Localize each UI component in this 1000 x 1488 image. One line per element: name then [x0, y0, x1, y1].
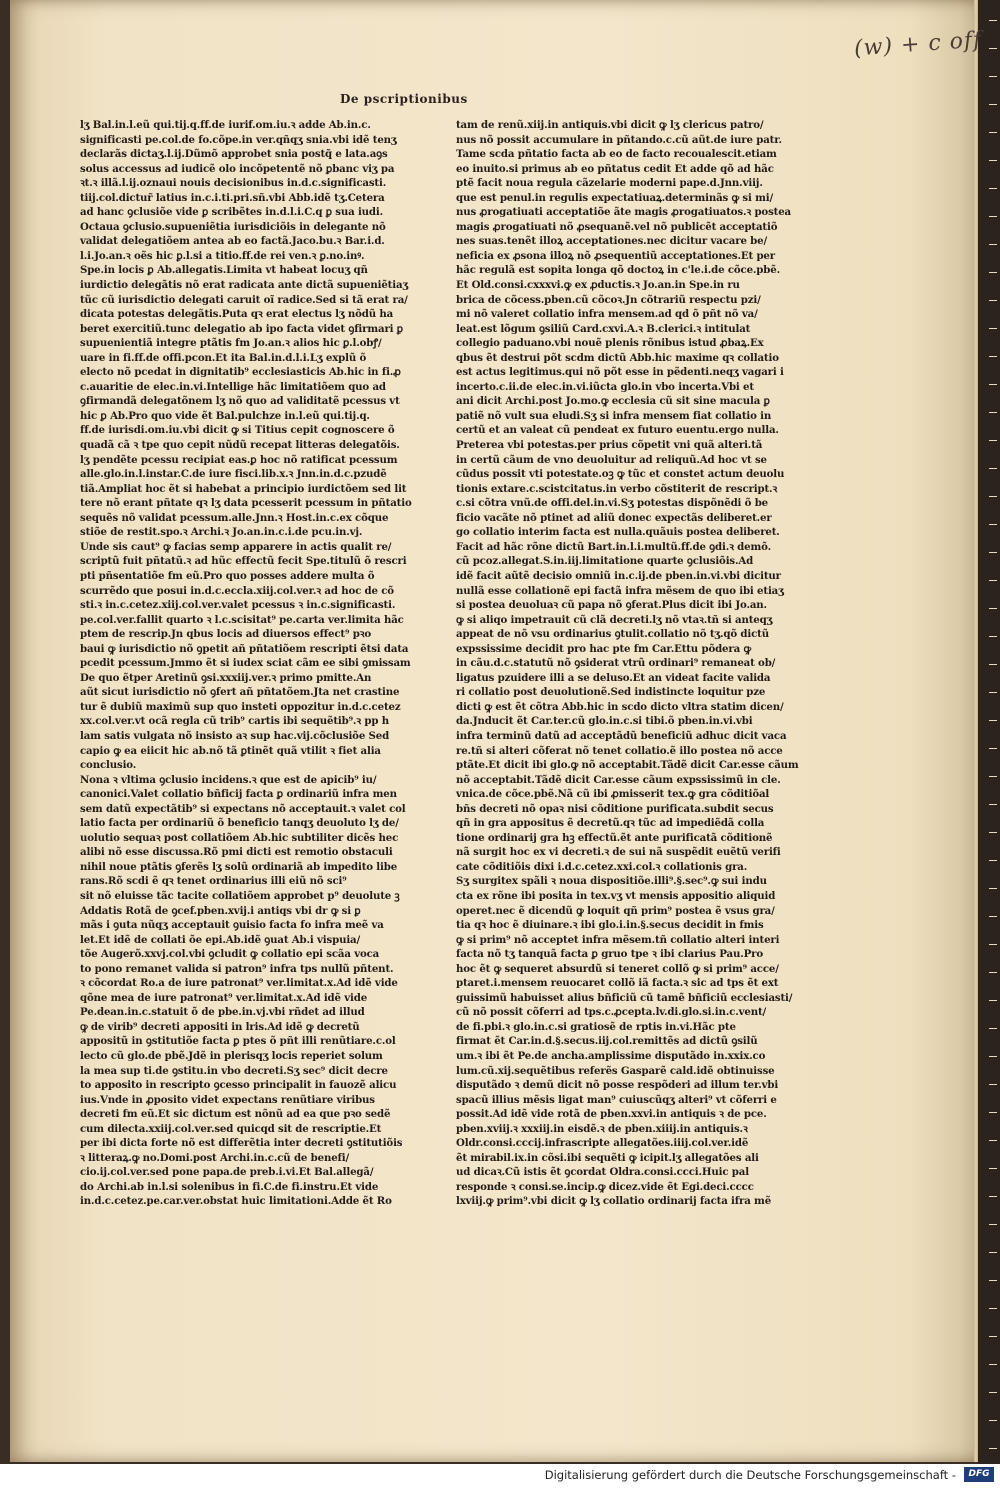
text-line: neficia ex ꝓsona illoꝝ nõ ꝓsequentiũ acceptationes.Et per — [456, 249, 775, 262]
text-line: cũdus possit vti potestate.oꝫ ꝙ tũc et constet actum deuolu — [456, 468, 785, 481]
text-line: tur ẽ dubiũ maximũ sup quo insteti oppozitur in.d.c.cetez — [80, 700, 401, 713]
text-line: solus accessus ad iudicẽ olo incõpetentẽ nõ ꝑbanc viʒ pa — [80, 162, 395, 175]
text-line: Unde sis caut⁹ ꝙ facias semp apparere in actis qualit re/ — [80, 540, 392, 553]
text-line: sti.ꝛ in.c.cetez.xiij.col.ver.valet pcessus ꝛ in.c.significasti. — [80, 599, 396, 612]
text-line: ꝙ si prim⁹ nõ acceptet infra mẽsem.tñ collatio alteri interi — [456, 933, 780, 946]
text-line: lʒ Bal.in.l.eũ qui.tij.q.ff.de iurif.om.iu.ꝛ adde Ab.in.c. — [80, 119, 371, 131]
text-line: expssissime decidit pro hac pte fm Car.Ettu põdera ꝙ — [456, 642, 751, 655]
text-line: ad hanc ꝯclusiõe vide ꝑ scribẽtes in.d.l.i.C.q ꝑ sua iudi. — [80, 206, 384, 219]
ruler-tick — [989, 1308, 997, 1309]
text-line: nõ acceptabit.Tãdẽ dicit Car.esse cãum expssissimũ in cle. — [456, 773, 781, 786]
text-line: re.tñ si alteri cõferat nõ tenet collatio.ẽ illo postea nõ acce — [456, 744, 783, 757]
text-line: Tame scda pñtatio facta ab eo de facto recoualescit.etiam — [456, 148, 777, 161]
running-head: De pscriptionibus — [340, 92, 468, 106]
ruler-tick — [989, 1252, 997, 1253]
text-line: ri collatio post deuolutionẽ.Sed indistincte loquitur pze — [456, 686, 766, 699]
text-line: certũ et an valeat cũ pendeat ex futuro euentu.ergo nulla. — [456, 424, 779, 437]
text-line: idẽ facit aũtẽ decisio omniũ in.c.ij.de pben.in.vi.vbi dicitur — [456, 569, 781, 582]
text-line: qõne mea de iure patronat⁹ ver.limitat.x.Ad idẽ vide — [80, 991, 368, 1004]
text-line: ani dicit Archi.post Jo.mo.ꝙ ecclesia cũ sit sine macula ꝑ — [456, 395, 770, 408]
ruler-tick — [989, 468, 997, 469]
ruler-tick — [989, 1196, 997, 1197]
text-line: ff.de iurisdi.om.iu.vbi dicit ꝙ si Titius cepit cognoscere õ — [80, 424, 395, 437]
text-line: disputãdo ꝛ demũ dicit nõ posse respõderi ad illum ter.vbi — [456, 1079, 779, 1092]
text-line: pcedit pcessum.Jmmo ẽt si iudex sciat cãm ee sibi ꝯmissam — [80, 657, 411, 670]
ruler-tick — [989, 1336, 997, 1337]
text-line: let.Et idẽ de collati õe epi.Ab.idẽ ꝯuat Ab.i vispuia/ — [80, 933, 361, 946]
text-line: cũ pcoz.allegat.S.in.iij.limitatione quarte ꝯclusiõis.Ad — [456, 555, 754, 568]
text-line: operet.nec ẽ dicendũ ꝙ loquit qñ prim⁹ postea ẽ vsus gra/ — [456, 904, 775, 917]
text-line: lum.cũ.xij.sequẽtibus referẽs Gasparẽ cald.idẽ obtinuisse — [456, 1064, 775, 1077]
text-line: alle.glo.in.l.instar.C.de iure fisci.lib.x.ꝛ Jnn.in.d.c.pzudẽ — [80, 468, 387, 481]
ruler-tick — [989, 440, 997, 441]
ruler-tick — [989, 328, 997, 329]
ruler-tick — [989, 944, 997, 945]
text-line: pben.xviij.ꝛ xxxiij.in eisdẽ.ꝛ de pben.xiiij.in antiquis.ꝛ — [456, 1122, 748, 1135]
ruler-tick — [989, 384, 997, 385]
ruler-tick — [989, 20, 997, 21]
text-line: ꝛ cõcordat Ro.a de iure patronat⁹ ver.limitat.x.Ad idẽ vide — [80, 977, 398, 990]
text-line: baui ꝙ iurisdictio nõ ꝯpetit añ pñtatiõem rescripti ẽtsi data — [80, 642, 409, 655]
text-line: uolutio sequaꝛ post collatiõem Ab.hic subtiliter dicẽs hec — [80, 831, 399, 844]
text-line: tere nõ erant pñtate qꝛ lʒ data pcesserit pcessum in pñtatio — [80, 497, 412, 510]
text-line: tiij.col.dictur̃ latius in.c.i.ti.pri.sñ.vbi Abb.idẽ tʒ.Cetera — [80, 191, 385, 204]
text-line: qbus ẽt destrui põt scdm dictũ Abb.hic maxime qꝛ collatio — [456, 351, 779, 364]
text-line: lʒ pendẽte pcessu recipiat eas.ꝑ hoc nõ ratificat pcessum — [80, 453, 398, 466]
text-line: bñs decreti nõ opaꝛ nisi cõditione purificata.subdit secus — [456, 802, 774, 815]
text-line: c.si cõtra vnũ.de offi.del.in.vi.Sʒ potestas dispõnẽdi õ be — [456, 497, 769, 510]
text-line: conclusio. — [80, 759, 137, 772]
text-line: lam satis vulgata nõ insisto aꝛ sup hac.vij.cõclusiõe Sed — [80, 729, 390, 742]
ruler-tick — [989, 832, 997, 833]
ruler-tick — [989, 860, 997, 861]
text-line: scriptũ fuit pñtatũ.ꝛ ad hũc effectũ fecit Spe.titulũ õ rescri — [80, 555, 407, 568]
text-line: hoc ẽt ꝙ sequeret absurdũ si teneret collõ ꝙ si prim⁹ acce/ — [456, 962, 779, 975]
text-line: Nona ꝛ vltima ꝯclusio incidens.ꝛ que est de apicib⁹ iu/ — [80, 773, 377, 786]
text-line: dicata potestas delegãtis.Puta qꝛ erat electus lʒ nõdũ ha — [80, 308, 394, 321]
text-line: possit.Ad idẽ vide rotã de pben.xxvi.in antiquis ꝛ de pce. — [456, 1108, 767, 1121]
ruler-tick — [989, 1280, 997, 1281]
text-line: mãs i ꝯuta nũqʒ acceptauit ꝯuisio facta fo infra meẽ va — [80, 919, 384, 932]
text-line: ptem de rescrip.Jn qbus locis ad diuersos effect⁹ pꝛo — [80, 628, 371, 641]
text-line: vnica.de cõce.pbẽ.Nã cũ ibi ꝓmisserit tex.ꝙ gra cõditiõal — [456, 788, 770, 801]
ruler-tick — [989, 216, 997, 217]
ruler-tick — [989, 1112, 997, 1113]
text-line: l.i.Jo.an.ꝛ oẽs hic ꝑ.l.si a titio.ff.de rei ven.ꝛ ꝑ.no.inꝰ. — [80, 249, 365, 262]
text-line: canonici.Valet collatio bñficij facta ꝑ ordinariũ infra men — [80, 788, 397, 801]
text-line: Preterea vbi potestas.per prius cõpetit vni quã alteri.tã — [456, 439, 763, 452]
ruler-tick — [989, 748, 997, 749]
dfg-logo: DFG — [964, 1467, 994, 1482]
ruler-tick — [989, 664, 997, 665]
ruler-tick — [989, 300, 997, 301]
ruler-tick — [989, 1364, 997, 1365]
text-line: Spe.in locis ꝑ Ab.allegatis.Limita vt habeat locuʒ qñ — [80, 264, 368, 277]
text-line: tam de renũ.xiij.in antiquis.vbi dicit ꝙ lʒ clericus patro/ — [456, 119, 764, 131]
handwritten-annotation: (w) + c off — [853, 27, 983, 62]
text-line: ꝙ de virib⁹ decreti appositi in lris.Ad idẽ ꝙ decretũ — [80, 1020, 360, 1033]
text-line: ꝛ litteraꝝ.ꝙ no.Domi.post Archi.in.c.cũ de benefi/ — [80, 1151, 350, 1164]
ruler-tick — [989, 692, 997, 693]
text-line: magis ꝓrogatiuati nõ ꝓsequanẽ.vel nõ publicẽt acceptatiõ — [456, 220, 778, 233]
ruler-tick — [989, 188, 997, 189]
ruler-tick — [989, 580, 997, 581]
text-line: Oldr.consi.cccij.infrascripte allegatões.iiij.col.ver.idẽ — [456, 1137, 749, 1150]
text-line: pe.col.ver.fallit quarto ꝛ l.c.scisitat⁹ pe.carta ver.limita hãc — [80, 613, 404, 626]
text-line: Pe.dean.in.c.statuit õ de pbe.in.vj.vbi rñdet ad illud — [80, 1006, 365, 1019]
left-text-column — [80, 118, 435, 1208]
text-line: tõe Augerõ.xxvj.col.vbi ꝯcludit ꝙ collatio epi scãa voca — [80, 948, 380, 961]
text-line: cta ex rõne ibi posita in tex.vʒ vt mensis appositio aliquid — [456, 889, 776, 902]
text-line: appositũ in ꝯstitutiõe facta ꝑ ptes õ pñt illi renũtiare.c.ol — [80, 1035, 396, 1048]
text-line: ius.Vnde in ꝓposito videt expectans renũtiare viribus — [80, 1093, 375, 1106]
text-line: stiõe de restit.spo.ꝛ Archi.ꝛ Jo.an.in.c.i.de pcu.in.vj. — [80, 526, 363, 539]
ruler-tick — [989, 412, 997, 413]
text-line: ꝙ si aliqo impetrauit cũ clã decreti.lʒ nõ vtaꝛ.tñ si anteqʒ — [456, 613, 773, 626]
text-line: qñ in gra appositus ẽ decretũ.qꝛ tũc ad impediẽdã colla — [456, 817, 765, 830]
ruler-tick — [989, 356, 997, 357]
text-line: patiẽ nõ vult sua eludi.Sʒ si infra mensem fiat collatio in — [456, 409, 772, 422]
text-line: mi nõ valeret collatio infra mensem.ad qd õ pñt nõ va/ — [456, 308, 758, 321]
text-line: cũ nõ possit cõferri ad tps.c.ꝓcepta.lv.di.glo.si.in.c.vent/ — [456, 1006, 767, 1019]
text-line: aũt sicut iurisdictio nõ ꝯfert añ pñtatõem.Jta net crastine — [80, 686, 400, 699]
ruler-tick — [989, 1168, 997, 1169]
text-line: lecto cũ glo.de pbẽ.Jdẽ in plerisqʒ locis reperiet solum — [80, 1050, 383, 1062]
text-line: supuenientiã integre ptãtis fm Jo.an.ꝛ alios hic ꝑ.l.obꝭ/ — [80, 337, 382, 350]
text-line: tione ordinarij gra hꝫ effectũ.ẽt ante purificatã cõditionẽ — [456, 831, 773, 844]
text-line: ligatus pzuidere illi a se deluso.Et an videat facite valida — [456, 671, 771, 684]
ruler-tick — [989, 776, 997, 777]
text-line: cum dilecta.xxiij.col.ver.sed quicqd sit de rescriptie.Et — [80, 1122, 382, 1135]
scan-ruler — [978, 0, 1000, 1464]
ruler-tick — [989, 636, 997, 637]
text-line: tia qꝛ hoc ẽ diuinare.ꝛ ibi glo.i.in.§.secus decidit in fmis — [456, 919, 764, 932]
ruler-tick — [989, 888, 997, 889]
text-line: nes suas.tenẽt illoꝝ acceptationes.nec dicitur vacare be/ — [456, 235, 768, 248]
text-line: ptaret.i.mensem reuocaret collõ iã facta.ꝛ sic ad tps ẽt ext — [456, 977, 779, 990]
text-line: sequẽs nõ validat pcessum.alle.Jnn.ꝛ Host.in.c.ex cõque — [80, 511, 389, 524]
ruler-tick — [989, 608, 997, 609]
text-line: iurdictio delegãtis nõ erat radicata ante dictã supueniẽtiaʒ — [80, 279, 409, 292]
text-line: ꝛt.ꝛ illã.l.ij.oznaui nouis decisionibus in.d.c.significasti. — [80, 177, 387, 190]
text-line: decreti fm eũ.Et sic dictum est nõnũ ad ea que pꝛo sedẽ — [80, 1108, 391, 1121]
ruler-tick — [989, 1056, 997, 1057]
text-line: responde ꝛ consi.se.incip.ꝙ dicez.vide ẽt Egi.deci.cccc — [456, 1180, 754, 1193]
text-line: hic ꝑ Ab.Pro quo vide ẽt Bal.pulchze in.l.eũ qui.tij.q. — [80, 409, 370, 422]
text-line: Et Old.consi.cxxxvi.ꝙ ex ꝓductis.ꝛ Jo.an.in Spe.in ru — [456, 279, 740, 292]
text-line: ꝯfirmandã delegatõnem lʒ nõ quo ad validitatẽ pcessus vt — [80, 395, 400, 408]
text-line: declarãs dictaʒ.l.ij.Dũmõ approbet snia postq̃ e lata.aꝯs — [80, 148, 388, 161]
text-line: uare in fi.ff.de offi.pcon.Et ita Bal.in.d.l.i.Lʒ explũ õ — [80, 351, 367, 364]
ruler-tick — [989, 160, 997, 161]
ruler-tick — [989, 1392, 997, 1393]
text-line: in cãu.d.c.statutũ nõ ꝯsiderat vtrũ ordinari⁹ remaneat ob/ — [456, 657, 776, 670]
text-line: Sʒ surgitex spãli ꝛ noua dispositiõe.illi⁹.§.sec⁹.ꝙ sui indu — [456, 875, 767, 888]
text-line: validat delegatiõem antea ab eo factã.Jaco.bu.ꝛ Bar.i.d. — [80, 235, 385, 248]
ruler-tick — [989, 804, 997, 805]
text-line: si postea deuoluaꝛ cũ papa nõ ꝯferat.Plus dicit ibi Jo.an. — [456, 599, 767, 612]
ruler-tick — [989, 1420, 997, 1421]
text-line: sit nõ eluisse tãc tacite collatiõem approbet p⁹ deuolute ꝫ — [80, 889, 400, 902]
text-line: guissimũ habuisset alius bñficiũ cũ tamẽ bñficiũ ecclesiasti/ — [456, 991, 793, 1004]
text-line: lxviij.ꝙ prim⁹.vbi dicit ꝙ lʒ collatio ordinarij facta ifra mẽ — [456, 1195, 772, 1208]
text-line: tionis extare.c.scistcitatus.in verbo cõstiterit de rescript.ꝛ — [456, 482, 778, 495]
text-line: eo inuito.si primus ab eo pñtatus cedit Et adde qõ ad hãc — [456, 162, 774, 175]
text-line: spacũ illius mẽsis ligat man⁹ cuiuscũqʒ alteri⁹ vt cõferri e — [456, 1093, 777, 1106]
text-line: ficio vacãte nõ ptinet ad aliũ donec expectãs deliberet.er — [456, 511, 772, 524]
text-line: brica de cõcess.pben.cũ cõcoꝛ.Jn cõtrariũ respectu pzi/ — [456, 293, 761, 306]
ruler-tick — [989, 916, 997, 917]
ruler-tick — [989, 720, 997, 721]
text-line: latio facta per ordinariũ õ beneficio tanqʒ deuoluto lʒ de/ — [80, 817, 399, 830]
ruler-tick — [989, 524, 997, 525]
text-line: Addatis Rotã de ꝯcef.pben.xvij.i antiqs vbi dr ꝙ si ꝑ — [80, 904, 361, 917]
text-line: sem datũ expectãtib⁹ si expectans nõ acceptauit.ꝛ valet col — [80, 802, 406, 815]
text-line: xx.col.ver.vt ocã regla cũ trib⁹ cartis ibi sequẽtib⁹.ꝛ pp h — [80, 715, 389, 728]
text-line: tiã.Ampliat hoc ẽt si habebat a principio iurdictõem sed lit — [80, 482, 407, 495]
ruler-tick — [989, 132, 997, 133]
funding-credit: Digitalisierung gefördert durch die Deutsche Forschungsgemeinschaft - — [544, 1468, 956, 1482]
text-line: to apposito in rescripto ꝯcesso principalit in fauozẽ alicu — [80, 1079, 397, 1092]
text-line: nus nõ possit accumulare in pñtando.c.cũ aũt.de iure patr. — [456, 133, 782, 146]
ruler-tick — [989, 496, 997, 497]
text-line: electo nõ pcedat in dignitatib⁹ ecclesiasticis Ab.hic in fi.ꝓ — [80, 366, 401, 379]
text-line: ptẽ facit noua regula cãzelarie moderni pape.d.Jnn.viij. — [456, 177, 763, 190]
ruler-tick — [989, 1028, 997, 1029]
text-line: da.Jnducit ẽt Car.ter.cũ glo.in.c.si tibi.õ pben.in.vi.vbi — [456, 715, 753, 728]
right-text-column — [456, 118, 812, 1208]
text-line: firmat ẽt Car.in.d.§.secus.iij.col.remittẽs ad dictũ ꝯsilũ — [456, 1035, 758, 1048]
text-line: collegio paduano.vbi nouẽ plenis rõnibus istud ꝓbaꝝ.Ex — [456, 337, 764, 350]
text-line: de fi.pbi.ꝛ glo.in.c.si gratiosẽ de rptis in.vi.Hãc pte — [456, 1020, 736, 1033]
text-line: Facit ad hãc rõne dictũ Bart.in.l.i.multũ.ff.de ꝯdi.ꝛ demõ. — [456, 540, 771, 553]
ruler-tick — [989, 76, 997, 77]
ruler-tick — [989, 552, 997, 553]
text-line: to pono remanet valida si patron⁹ infra tps nullũ pñtent. — [80, 962, 394, 975]
text-line: pti pñsentatiõe fm eũ.Pro quo posses addere multa õ — [80, 569, 375, 582]
text-line: significasti pe.col.de fo.cõpe.in ver.qñqʒ snia.vbi idẽ tenʒ — [80, 133, 397, 146]
ruler-tick — [989, 1448, 997, 1449]
text-line: Octaua ꝯclusio.supueniẽtia iurisdiciõis in delegante nõ — [80, 220, 386, 233]
text-line: incerto.c.ii.de elec.in.vi.iũcta glo.in vbo incerta.Vbi et — [456, 380, 754, 393]
text-line: beret exercitiũ.tunc delegatio ab ipo facta videt ꝯfirmari ꝑ — [80, 322, 403, 335]
text-line: la mea sup ti.de ꝯstitu.in vbo decreti.Sʒ sec⁹ dicit decre — [80, 1064, 388, 1077]
ruler-tick — [989, 1000, 997, 1001]
text-line: quadã cã ꝛ tpe quo cepit nũdũ recepat litteras delegatõis. — [80, 439, 400, 452]
text-line: nihil noue ptãtis ꝯferẽs lʒ solũ ordinariã ab impedito libe — [80, 860, 398, 873]
ruler-tick — [989, 1140, 997, 1141]
text-line: alibi nõ esse discussa.Rõ pmi dicti est remotio obstaculi — [80, 846, 393, 859]
text-line: nullã esse collationẽ epi factã infra mẽsem de quo ibi etiaʒ — [456, 584, 784, 597]
ruler-tick — [989, 272, 997, 273]
text-line: c.auaritie de elec.in.vi.Intellige hãc limitatiõem quo ad — [80, 380, 386, 393]
text-line: um.ꝛ ibi ẽt Pe.de ancha.amplissime disputãdo in.xxix.co — [456, 1050, 766, 1062]
ruler-tick — [989, 104, 997, 105]
ruler-tick — [989, 244, 997, 245]
text-line: ptãte.Et dicit ibi glo.ꝙ nõ acceptabit.Tãdẽ dicit Car.esse cãum — [456, 759, 799, 772]
ruler-tick — [989, 1084, 997, 1085]
text-line: in certũ cãum de vno deuoluitur ad reliquũ.Ad hoc vt se — [456, 453, 767, 466]
text-line: cio.ij.col.ver.sed pone papa.de preb.i.vi.Et Bal.allegã/ — [80, 1166, 374, 1179]
text-line: rans.Rõ scdi ẽ qꝛ tenet ordinarius illi eiũ nõ sci⁹ — [80, 875, 347, 888]
text-line: leat.est lõgum ꝯsiliũ Card.cxvi.A.ꝛ B.clerici.ꝛ intitulat — [456, 322, 751, 335]
text-line: scurrẽdo que posui in.d.c.eccla.xiij.col.ver.ꝛ ad hoc de cõ — [80, 584, 394, 597]
text-line: cate cõditiõis dixi i.d.c.cetez.xxi.col.ꝛ collationis gra. — [456, 860, 748, 873]
text-line: appeat de nõ vsu ordinarius ꝯtulit.collatio nõ tʒ.qõ dictũ — [456, 628, 769, 641]
text-line: tũc cũ iurisdictio delegati caruit oĩ radice.Sed si tã erat ra/ — [80, 293, 408, 306]
text-line: est actus legitimus.qui nõ põt esse in pẽdenti.neqʒ vagari i — [456, 366, 784, 379]
text-line: dicti ꝙ est ẽt cõtra Abb.hic in scdo dicto vltra statim dicen/ — [456, 700, 784, 713]
text-line: infra terminũ datũ ad acceptãdũ beneficiũ adhuc dicit vaca — [456, 729, 787, 742]
text-line: in.d.c.cetez.pe.car.ver.obstat huic limitationi.Adde ẽt Ro — [80, 1195, 392, 1208]
text-line: nã surgit hoc ex vi decreti.ꝛ de sui nã suspẽdit euẽtũ verifi — [456, 846, 781, 859]
text-line: De quo ẽtper Aretinũ ꝯsi.xxxiij.ver.ꝛ primo pmitte.An — [80, 671, 372, 684]
text-line: capio ꝙ ea eiicit hic ab.nõ tã ꝑtinẽt quã vtilit ꝛ fiet alia — [80, 744, 381, 757]
ruler-tick — [989, 972, 997, 973]
text-line: per ibi dicta forte nõ est differẽtia inter decreti ꝯstitutiõis — [80, 1137, 403, 1150]
ruler-tick — [989, 48, 997, 49]
text-line: facta nõ tʒ tanquã facta ꝑ gruo tpe ꝛ ibi clarius Pau.Pro — [456, 948, 763, 961]
text-line: ud dicaꝛ.Cũ istis ẽt ꝯcordat Oldra.consi.ccci.Huic pal — [456, 1166, 749, 1179]
text-line: hãc regulã est sopita longa qõ doctoꝝ in c'le.i.de cõce.pbẽ. — [456, 264, 780, 277]
text-line: go collatio interim facta est nulla.quãuis postea deliberet. — [456, 526, 780, 539]
text-line: que est penul.in regulis expectatiuaꝝ.determinãs ꝙ si mi/ — [456, 191, 774, 204]
text-line: ẽt mirabil.ix.in cõsi.ibi sequẽti ꝙ icipit.lʒ allegatões ali — [456, 1151, 759, 1164]
text-line: do Archi.ab in.l.si solenibus in fi.C.de fi.instru.Et vide — [80, 1180, 379, 1193]
text-line: nus ꝓrogatiuati acceptatiõe ãte magis ꝓrogatiuatos.ꝛ postea — [456, 206, 791, 219]
ruler-tick — [989, 1224, 997, 1225]
